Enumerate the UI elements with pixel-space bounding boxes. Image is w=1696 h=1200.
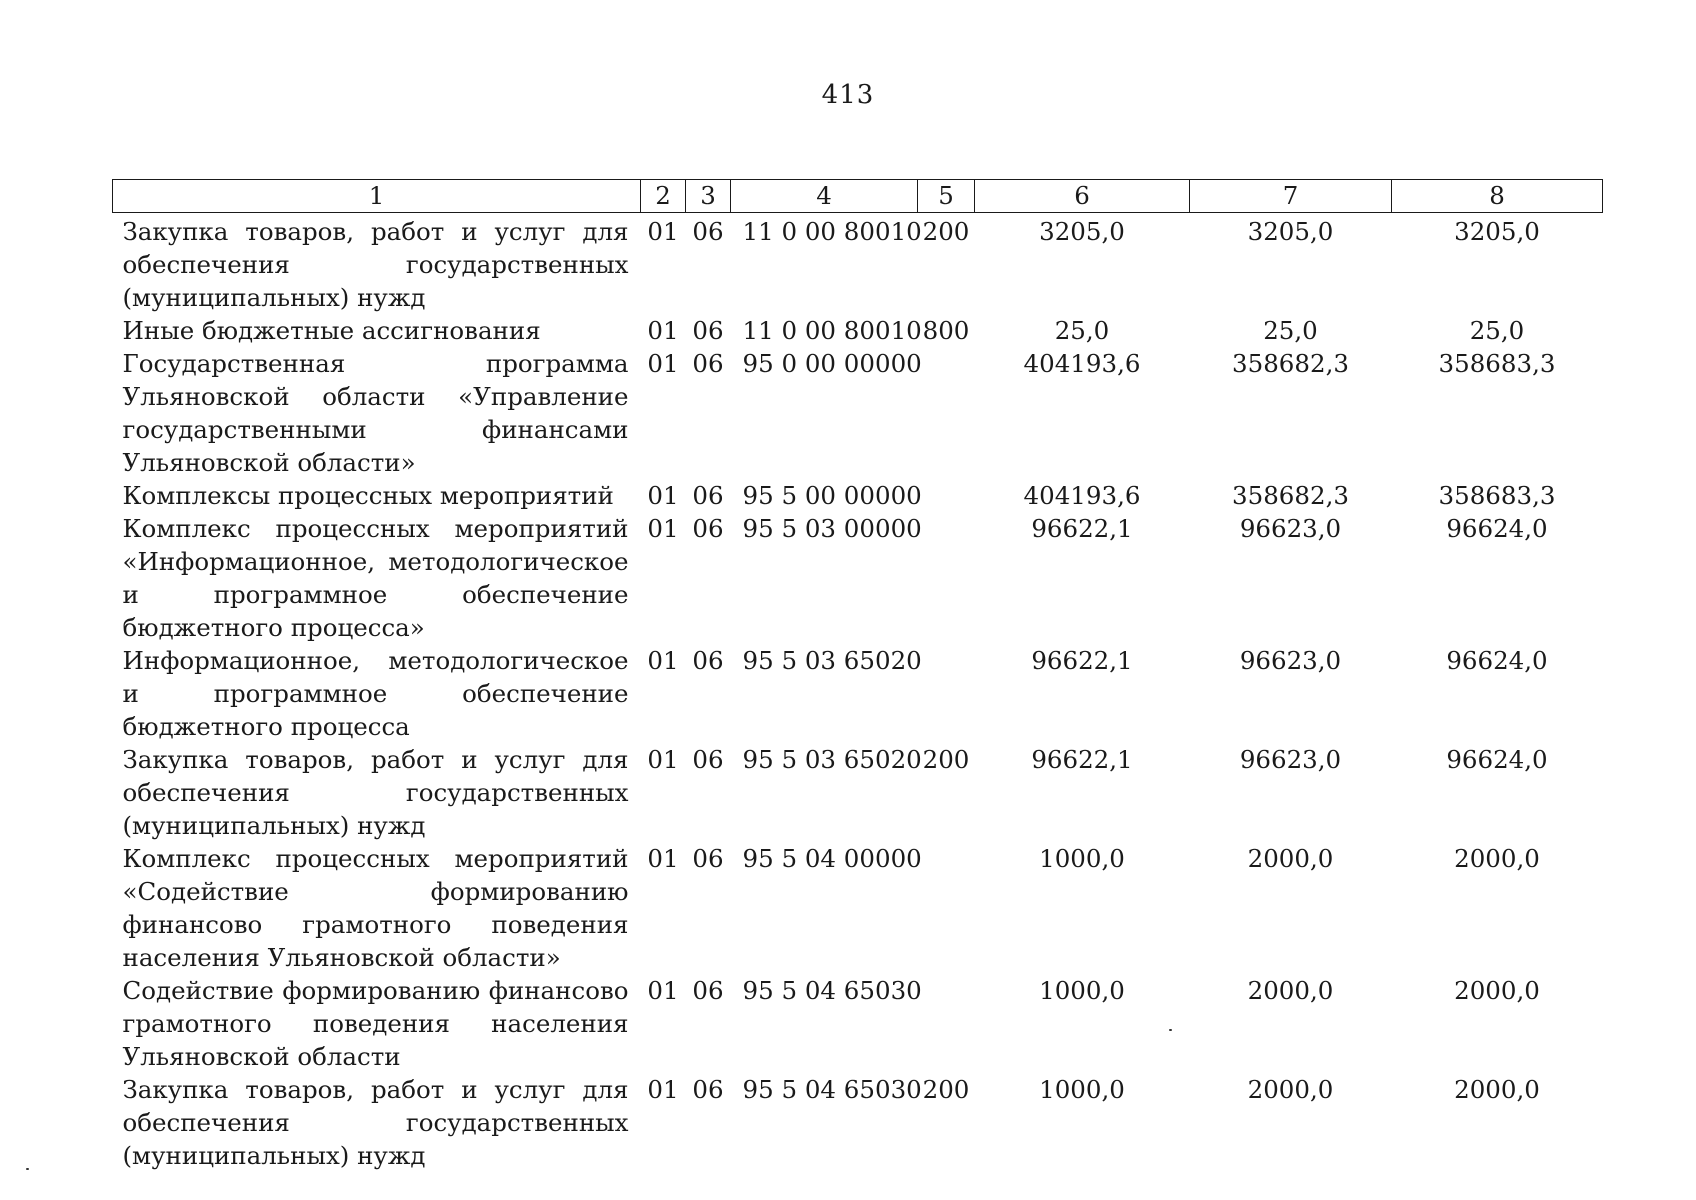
row-amount-1: 96622,1: [1031, 745, 1133, 774]
row-section: 01: [647, 481, 679, 510]
header-col-7: 7: [1190, 180, 1392, 213]
table-body: [113, 213, 1603, 1173]
row-expense-type: [918, 644, 975, 743]
row-amount-3: 358683,3: [1438, 349, 1556, 378]
table-row: [113, 479, 1603, 512]
header-row: [113, 180, 1603, 213]
row-amount-1: 1000,0: [1039, 1075, 1125, 1104]
row-section: 01: [647, 745, 679, 774]
row-expense-type: 200: [922, 217, 970, 246]
row-amount-3: 25,0: [1469, 316, 1525, 345]
row-amount-2: 25,0: [1263, 316, 1318, 345]
row-subsection: 06: [692, 844, 724, 873]
row-amount-1: 25,0: [1054, 316, 1110, 345]
row-amount-3: 96624,0: [1446, 646, 1548, 675]
row-subsection: 06: [692, 514, 724, 543]
header-col-4: 4: [731, 180, 918, 213]
table-row: [113, 512, 1603, 644]
row-section: 01: [647, 1075, 679, 1104]
row-name: Комплекс процессных мероприятий «Содействие формированию финансово грамотного поведения населения Ульяновской области»: [122, 844, 629, 972]
row-target-code: 95 5 03 00000: [742, 514, 922, 543]
table-header: [113, 180, 1603, 213]
row-section: 01: [647, 316, 679, 345]
row-amount-1: 1000,0: [1039, 844, 1125, 873]
row-subsection: 06: [692, 217, 724, 246]
row-amount-1: 404193,6: [1023, 349, 1141, 378]
table-row: [113, 347, 1603, 479]
row-section: 01: [647, 217, 679, 246]
row-amount-3: 96624,0: [1446, 745, 1548, 774]
row-name: Закупка товаров, работ и услуг для обеспечения государственных (муниципальных) нужд: [122, 745, 629, 840]
scan-speck: [1169, 1029, 1172, 1031]
row-amount-3: 3205,0: [1454, 217, 1540, 246]
row-target-code: 95 5 04 00000: [742, 844, 922, 873]
row-amount-2: 2000,0: [1247, 976, 1334, 1005]
row-subsection: 06: [692, 976, 724, 1005]
row-amount-2: 2000,0: [1247, 844, 1334, 873]
row-amount-1: 96622,1: [1031, 646, 1133, 675]
row-expense-type: [918, 347, 975, 479]
row-amount-2: 358682,3: [1232, 481, 1349, 510]
row-amount-2: 3205,0: [1247, 217, 1334, 246]
row-section: 01: [647, 349, 679, 378]
row-expense-type: [918, 512, 975, 644]
row-amount-2: 96623,0: [1239, 745, 1342, 774]
table-row: [113, 743, 1603, 842]
row-target-code: 95 5 04 65030: [742, 1075, 922, 1104]
budget-table: [112, 179, 1603, 1172]
row-name: Закупка товаров, работ и услуг для обеспечения государственных (муниципальных) нужд: [122, 217, 629, 312]
row-target-code: 95 5 00 00000: [742, 481, 922, 510]
row-amount-1: 1000,0: [1039, 976, 1125, 1005]
row-target-code: 95 0 00 00000: [742, 349, 922, 378]
row-amount-3: 2000,0: [1454, 844, 1540, 873]
row-name: Содействие формированию финансово грамотного поведения населения Ульяновской области: [122, 976, 629, 1071]
row-subsection: 06: [692, 481, 724, 510]
table-row: [113, 974, 1603, 1073]
table-row: [113, 213, 1603, 315]
row-target-code: 11 0 00 80010: [742, 316, 922, 345]
row-target-code: 95 5 03 65020: [742, 745, 922, 774]
row-amount-2: 96623,0: [1239, 514, 1342, 543]
row-subsection: 06: [692, 646, 724, 675]
table-row: [113, 314, 1603, 347]
table-row: [113, 644, 1603, 743]
row-name: Государственная программа Ульяновской области «Управление государственными финансами Ульяновской области»: [122, 349, 629, 477]
row-subsection: 06: [692, 1075, 724, 1104]
header-col-8: 8: [1392, 180, 1603, 213]
row-name: Иные бюджетные ассигнования: [122, 316, 541, 345]
header-col-6: 6: [975, 180, 1190, 213]
header-col-2: 2: [641, 180, 686, 213]
row-amount-1: 96622,1: [1031, 514, 1133, 543]
row-amount-2: 96623,0: [1239, 646, 1342, 675]
row-subsection: 06: [692, 349, 724, 378]
row-expense-type: 800: [922, 316, 970, 345]
row-amount-3: 96624,0: [1446, 514, 1548, 543]
row-amount-1: 404193,6: [1023, 481, 1141, 510]
row-name: Комплексы процессных мероприятий: [122, 481, 614, 510]
page-number: 413: [821, 80, 875, 110]
table-row: [113, 842, 1603, 974]
row-section: 01: [647, 844, 679, 873]
row-target-code: 95 5 04 65030: [742, 976, 922, 1005]
row-amount-2: 358682,3: [1232, 349, 1349, 378]
row-expense-type: [918, 974, 975, 1073]
header-col-1: 1: [113, 180, 641, 213]
row-amount-1: 3205,0: [1039, 217, 1125, 246]
row-expense-type: 200: [922, 745, 970, 774]
row-target-code: 95 5 03 65020: [742, 646, 922, 675]
row-name: Комплекс процессных мероприятий «Информационное, методологическое и программное обеспечение бюджетного процесса»: [122, 514, 629, 642]
row-name: Информационное, методологическое и программное обеспечение бюджетного процесса: [122, 646, 629, 741]
row-amount-3: 2000,0: [1454, 976, 1540, 1005]
scan-speck: [26, 1168, 29, 1170]
row-section: 01: [647, 514, 679, 543]
row-expense-type: [918, 842, 975, 974]
row-section: 01: [647, 646, 679, 675]
row-expense-type: 200: [922, 1075, 970, 1104]
row-name: Закупка товаров, работ и услуг для обеспечения государственных (муниципальных) нужд: [122, 1075, 629, 1170]
row-subsection: 06: [692, 745, 724, 774]
table-row: [113, 1073, 1603, 1172]
row-amount-2: 2000,0: [1247, 1075, 1334, 1104]
row-section: 01: [647, 976, 679, 1005]
row-expense-type: [918, 479, 975, 512]
header-col-5: 5: [918, 180, 975, 213]
row-subsection: 06: [692, 316, 724, 345]
row-target-code: 11 0 00 80010: [742, 217, 922, 246]
row-amount-3: 358683,3: [1438, 481, 1556, 510]
row-amount-3: 2000,0: [1454, 1075, 1540, 1104]
header-col-3: 3: [686, 180, 731, 213]
